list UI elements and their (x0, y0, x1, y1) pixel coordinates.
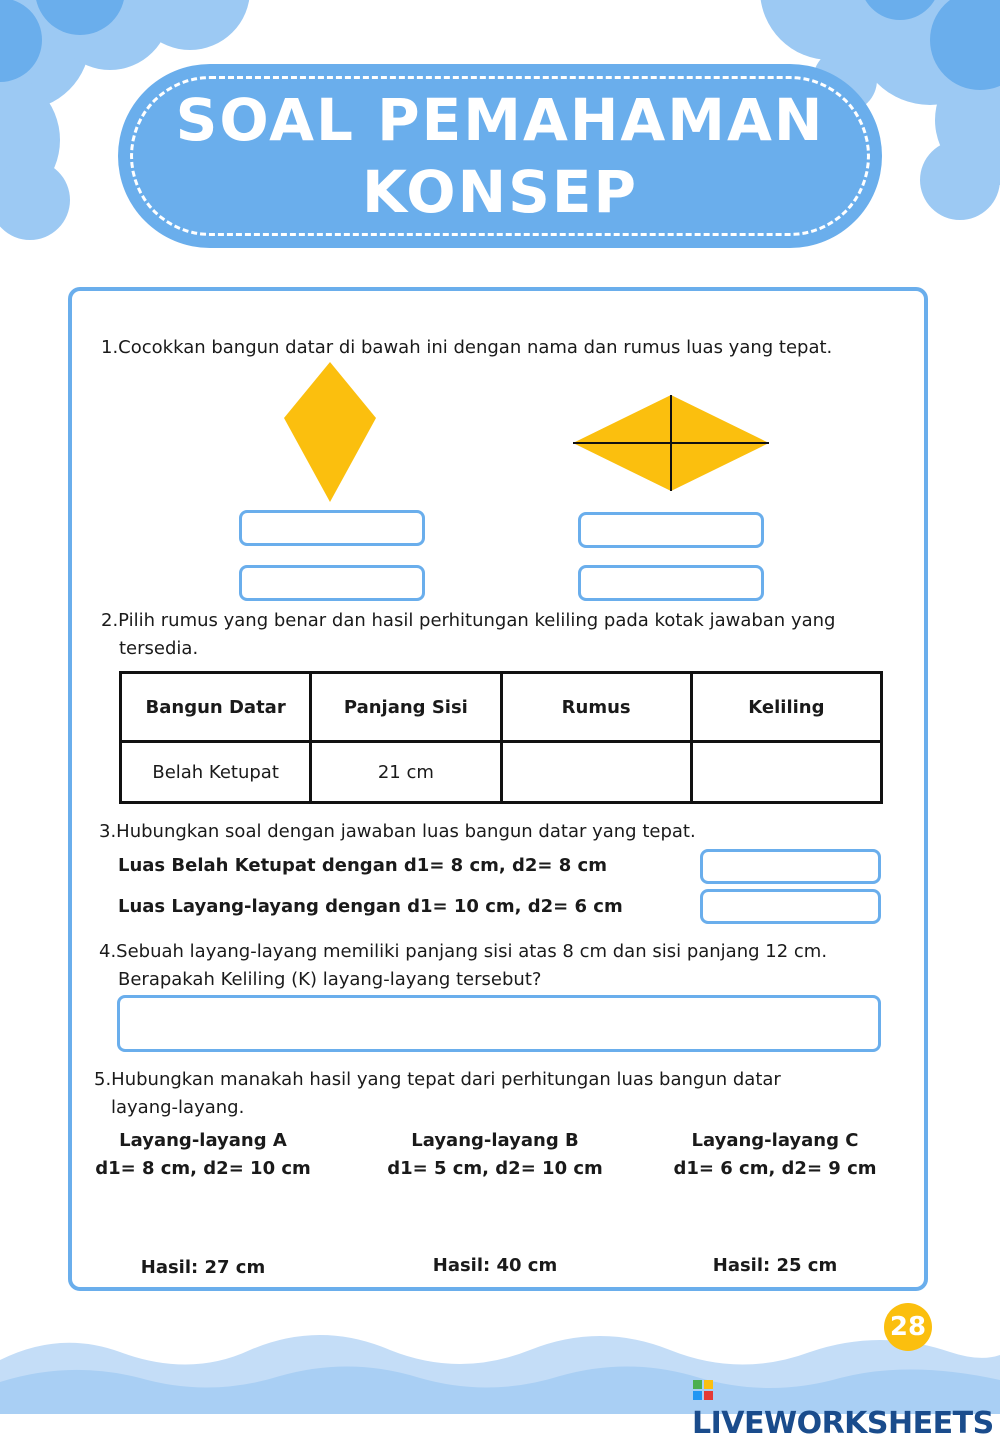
q1-rhombus-name-input[interactable] (578, 512, 764, 548)
title-line-2: KONSEP (361, 158, 639, 226)
perimeter-answer-cell[interactable] (691, 742, 881, 803)
question-4-text-cont: Berapakah Keliling (K) layang-layang tersebut? (118, 969, 542, 990)
kite-shape (280, 360, 380, 505)
result-option-1[interactable]: Hasil: 27 cm (140, 1257, 266, 1278)
question-3-item-1: Luas Belah Ketupat dengan d1= 8 cm, d2= 8 cm (118, 855, 607, 876)
liveworksheets-icon (692, 1378, 714, 1402)
page-number-badge: 28 (884, 1303, 932, 1351)
kite-a-label (93, 1127, 313, 1183)
question-5-text-cont: layang-layang. (111, 1097, 245, 1118)
question-1-text: 1.Cocokkan bangun datar di bawah ini dengan nama dan rumus luas yang tepat. (101, 337, 833, 358)
rhombus-shape (570, 392, 772, 494)
kite-c-label (665, 1127, 885, 1183)
question-2-text: 2.Pilih rumus yang benar dan hasil perhitungan keliling pada kotak jawaban yang (101, 610, 836, 631)
table-header-row (121, 673, 882, 742)
question-5-text: 5.Hubungkan manakah hasil yang tepat dari perhitungan luas bangun datar (94, 1069, 781, 1090)
table-header: Panjang Sisi (311, 673, 501, 742)
result-option-2[interactable]: Hasil: 40 cm (432, 1255, 558, 1276)
q4-answer-input[interactable] (117, 995, 881, 1052)
kite-dimensions: d1= 5 cm, d2= 10 cm (387, 1158, 603, 1179)
q3-answer-2-input[interactable] (700, 889, 881, 924)
question-3-text: 3.Hubungkan soal dengan jawaban luas bangun datar yang tepat. (99, 821, 696, 842)
page-title (118, 84, 882, 228)
q1-kite-name-input[interactable] (239, 510, 425, 546)
title-line-1: SOAL PEMAHAMAN (175, 86, 825, 154)
q1-rhombus-formula-input[interactable] (578, 565, 764, 601)
kite-name: Layang-layang C (691, 1130, 859, 1151)
table-header: Keliling (691, 673, 881, 742)
table-header: Bangun Datar (121, 673, 311, 742)
kite-name: Layang-layang A (119, 1130, 287, 1151)
question-2-text-cont: tersedia. (119, 638, 199, 659)
brand-logo (692, 1371, 1000, 1441)
table-cell: 21 cm (311, 742, 501, 803)
perimeter-table (119, 671, 883, 804)
formula-answer-cell[interactable] (501, 742, 691, 803)
table-cell: Belah Ketupat (121, 742, 311, 803)
brand-text: LIVEWORKSHEETS (692, 1406, 994, 1441)
question-4-text: 4.Sebuah layang-layang memiliki panjang sisi atas 8 cm dan sisi panjang 12 cm. (99, 941, 828, 962)
kite-dimensions: d1= 8 cm, d2= 10 cm (95, 1158, 311, 1179)
kite-b-label (385, 1127, 605, 1183)
q3-answer-1-input[interactable] (700, 849, 881, 884)
result-option-3[interactable]: Hasil: 25 cm (712, 1255, 838, 1276)
table-header: Rumus (501, 673, 691, 742)
q1-kite-formula-input[interactable] (239, 565, 425, 601)
question-3-item-2: Luas Layang-layang dengan d1= 10 cm, d2= 6 cm (118, 896, 623, 917)
table-row (121, 742, 882, 803)
kite-dimensions: d1= 6 cm, d2= 9 cm (673, 1158, 877, 1179)
kite-name: Layang-layang B (411, 1130, 579, 1151)
